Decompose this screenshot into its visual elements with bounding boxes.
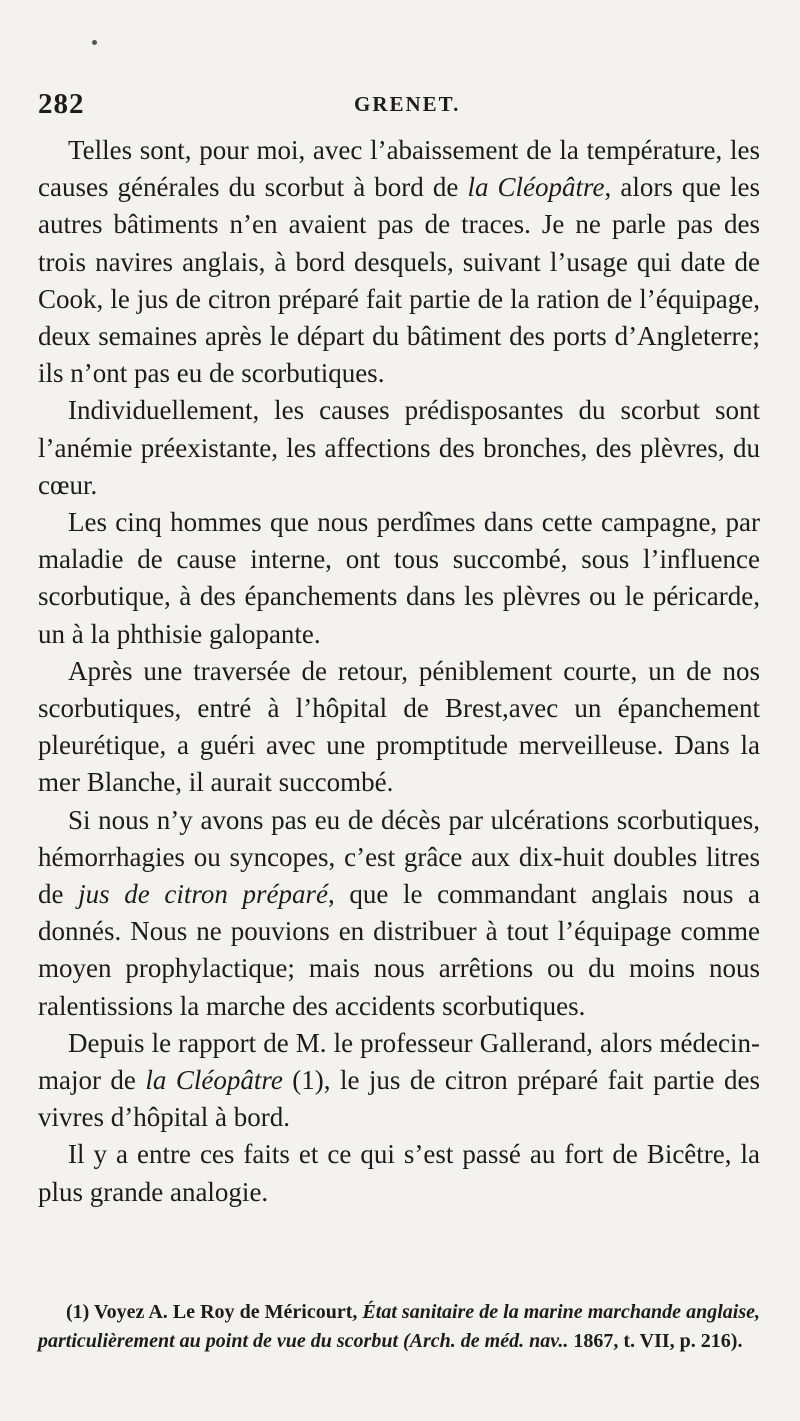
paragraph: Après une traversée de retour, péniblement courte, un de nos scorbutiques, entré à l’hôpital de Brest,avec un épanchement pleurétique, a guéri avec une promptitude merveilleuse. Dans la mer Blanche, il aurait succombé. (38, 655, 760, 798)
paragraph: Si nous n’y avons pas eu de décès par ulcérations scorbutiques, hémorrhagies ou syncopes, c’est grâce aux dix-huit doubles litres de jus de citron préparé, que le commandant anglais nous a donnés. Nous ne pouvions en distribuer à tout l’équipage comme moyen prophylactique; mais nous arrêtions ou du moins nous ralentissions la marche des accidents scorbutiques. (38, 804, 760, 1021)
footnote (38, 1298, 760, 1355)
paragraph: Les cinq hommes que nous perdîmes dans cette campagne, par maladie de cause interne, ont tous succombé, sous l’influence scorbutique, à des épanchements dans les plèvres ou le péricarde, un à la phthisie galopante. (38, 507, 760, 649)
paragraph: Individuellement, les causes prédisposantes du scorbut sont l’anémie préexistante, les affections des bronches, des plèvres, du cœur. (38, 395, 760, 500)
paragraph: Depuis le rapport de M. le professeur Gallerand, alors médecin-major de la Cléopâtre (1), le jus de citron préparé fait partie des vivres d’hôpital à bord. (38, 1027, 760, 1133)
paragraph: Il y a entre ces faits et ce qui s’est passé au fort de Bicêtre, la plus grande analogie. (38, 1139, 760, 1207)
italic-title: la Cléopâtre (145, 1065, 283, 1096)
body-text (38, 132, 760, 1211)
italic-phrase: jus de citron préparé (78, 879, 329, 910)
footnote-author: Voyez A. Le Roy de Méricourt, (89, 1301, 363, 1323)
footnote-title: État sanitaire de la marine marchande anglaise, particulièrement au point de vue du scorbut (Arch. de méd. nav.. (38, 1301, 760, 1352)
paragraph: Telles sont, pour moi, avec l’abaissement de la température, les causes générales du scorbut à bord de la Cléopâtre, alors que les autres bâtiments n’en avaient pas de traces. Je ne parle pas des trois navires anglais, à bord desquels, suivant l’usage qui date de Cook, le jus de citron préparé fait partie de la ration de l’équipage, deux semaines après le départ du bâtiment des ports d’Angleterre; ils n’ont pas eu de scorbutiques. (38, 135, 760, 389)
page-number: 282 (38, 88, 85, 120)
footnote-marker: (1) (66, 1301, 90, 1323)
italic-title: la Cléopâtre (467, 172, 605, 203)
ink-spot (92, 40, 97, 45)
footnote-reference: 1867, t. VII, p. 216). (568, 1329, 743, 1352)
running-head: GRENET. (354, 92, 461, 116)
page-header (38, 88, 760, 128)
